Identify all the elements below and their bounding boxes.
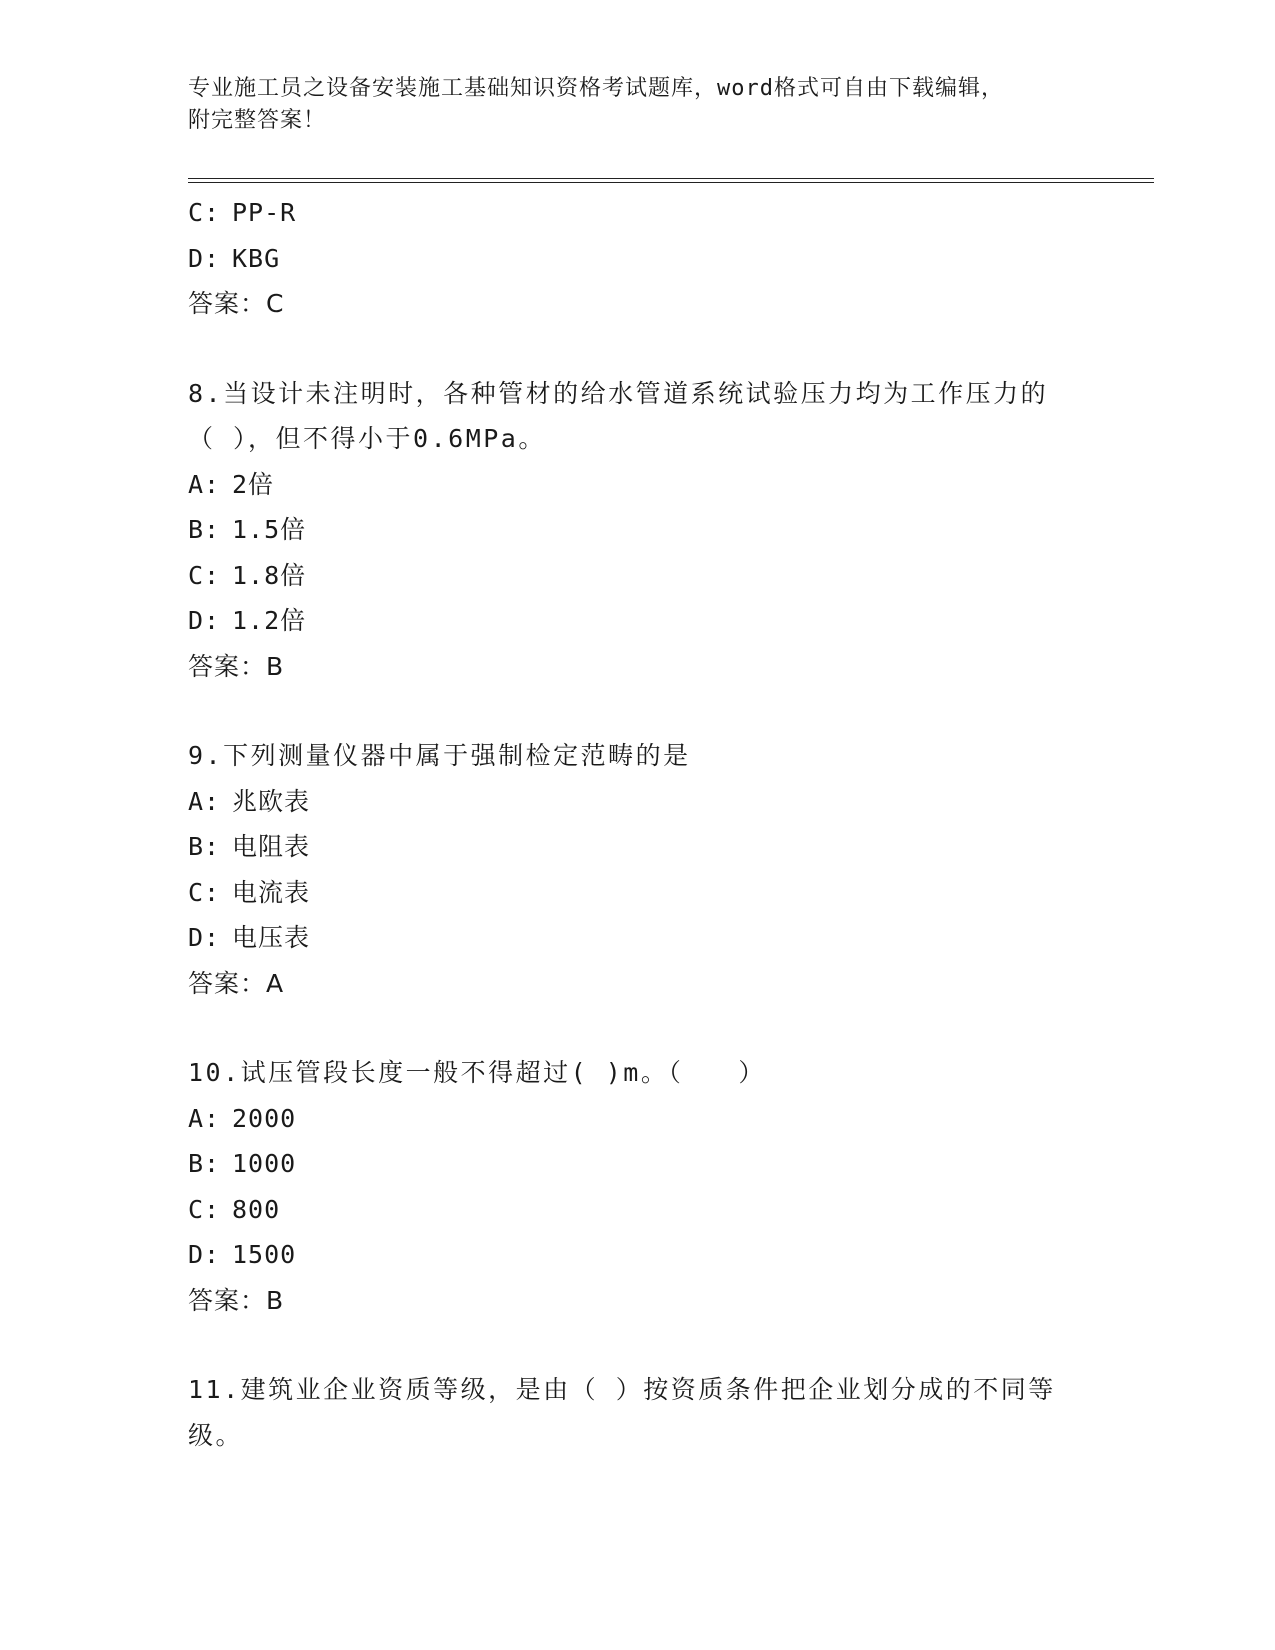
option-c: C: 800 <box>188 1194 281 1224</box>
option-b: B: 电阻表 <box>188 832 311 861</box>
question-text: 11.建筑业企业资质等级，是由（ ）按资质条件把企业划分成的不同等级。 <box>188 1375 1056 1450</box>
spacer <box>188 689 1088 733</box>
question-text: 10.试压管段长度一般不得超过( )m。（ ） <box>188 1058 766 1087</box>
question-text: 9.下列测量仪器中属于强制检定范畴的是 <box>188 741 691 770</box>
option-c: C: PP-R <box>188 198 297 227</box>
spacer <box>188 1006 1088 1050</box>
option-d: D: 1500 <box>188 1240 297 1269</box>
answer-line: 答案：B <box>188 1285 285 1315</box>
option-c: C: 1.8倍 <box>188 560 307 590</box>
question-list <box>188 190 1088 1458</box>
option-d: D: 电压表 <box>188 923 311 952</box>
answer-line: 答案：C <box>188 289 285 318</box>
option-a: A: 2倍 <box>188 469 275 499</box>
header-line-1: 专业施工员之设备安装施工基础知识资格考试题库，word格式可自由下载编辑， <box>188 76 1004 101</box>
question-text: 8.当设计未注明时，各种管材的给水管道系统试验压力均为工作压力的（ ），但不得小于0.6MPa。 <box>188 378 1049 453</box>
spacer <box>188 327 1088 371</box>
option-d: D: KBG <box>188 243 281 273</box>
option-b: B: 1000 <box>188 1149 297 1178</box>
option-b: B: 1.5倍 <box>188 515 307 544</box>
document-header <box>188 73 1088 137</box>
option-a: A: 2000 <box>188 1103 297 1133</box>
header-divider <box>188 178 1154 183</box>
answer-line: 答案：B <box>188 651 285 681</box>
spacer <box>188 1323 1088 1367</box>
answer-line: 答案：A <box>188 968 285 998</box>
header-line-2: 附完整答案！ <box>188 108 327 133</box>
option-c: C: 电流表 <box>188 877 311 907</box>
option-d: D: 1.2倍 <box>188 606 307 635</box>
option-a: A: 兆欧表 <box>188 786 311 816</box>
